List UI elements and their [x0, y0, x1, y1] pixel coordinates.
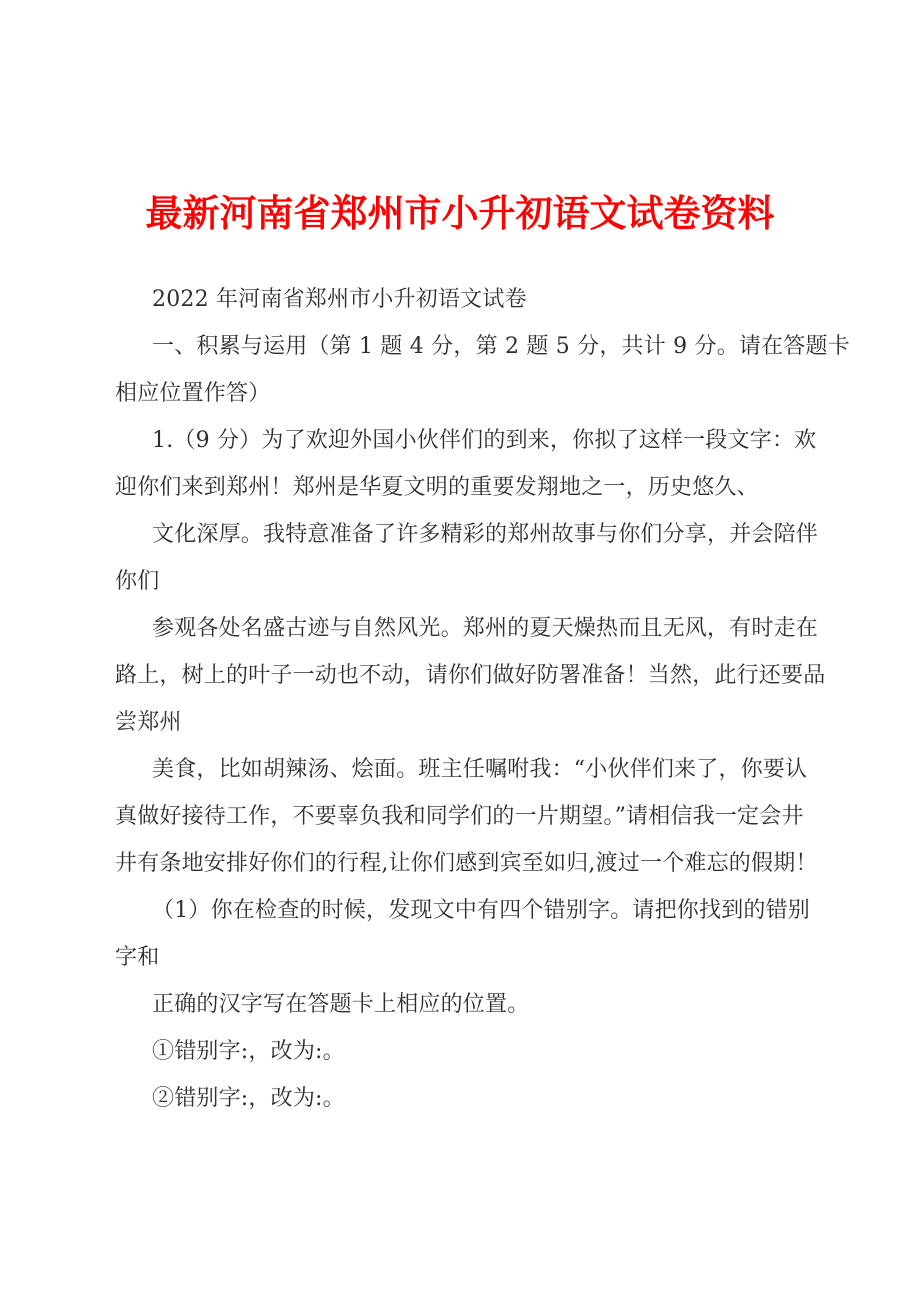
- text-line: ②错别字:，改为:。: [152, 1086, 345, 1111]
- text-line: （1）你在检查的时候，发现文中有四个错别字。请把你找到的错别: [152, 898, 810, 923]
- page-title: 最新河南省郑州市小升初语文试卷资料: [145, 191, 775, 235]
- text-line: 你们: [115, 569, 160, 594]
- text-line: 文化深厚。我特意准备了许多精彩的郑州故事与你们分享，并会陪伴: [152, 522, 819, 547]
- text-line: 2022 年河南省郑州市小升初语文试卷: [152, 287, 527, 312]
- text-line: 字和: [115, 945, 160, 970]
- text-line: 正确的汉字写在答题卡上相应的位置。: [152, 992, 530, 1017]
- text-line: 美食，比如胡辣汤、烩面。班主任嘱咐我：“小伙伴们来了，你要认: [152, 757, 808, 782]
- text-line: 参观各处名盛古迹与自然风光。郑州的夏天燥热而且无风，有时走在: [152, 616, 819, 641]
- text-line: ①错别字:，改为:。: [152, 1039, 345, 1064]
- text-line: 路上，树上的叶子一动也不动，请你们做好防署准备！当然，此行还要品: [115, 663, 826, 688]
- text-line: 尝郑州: [115, 710, 182, 735]
- document-body: [0, 276, 920, 1122]
- text-line: 迎你们来到郑州！郑州是华夏文明的重要发翔地之一，历史悠久、: [115, 475, 759, 500]
- text-line: 真做好接待工作，不要辜负我和同学们的一片期望。”请相信我一定会井: [115, 804, 804, 829]
- text-line: 井有条地安排好你们的行程,让你们感到宾至如归,渡过一个难忘的假期！: [115, 851, 818, 876]
- text-line: 1.（9 分）为了欢迎外国小伙伴们的到来，你拟了这样一段文字：欢: [152, 428, 817, 453]
- text-line: 一、积累与运用（第 1 题 4 分，第 2 题 5 分，共计 9 分。请在答题卡: [152, 334, 850, 359]
- text-line: 相应位置作答）: [115, 381, 271, 406]
